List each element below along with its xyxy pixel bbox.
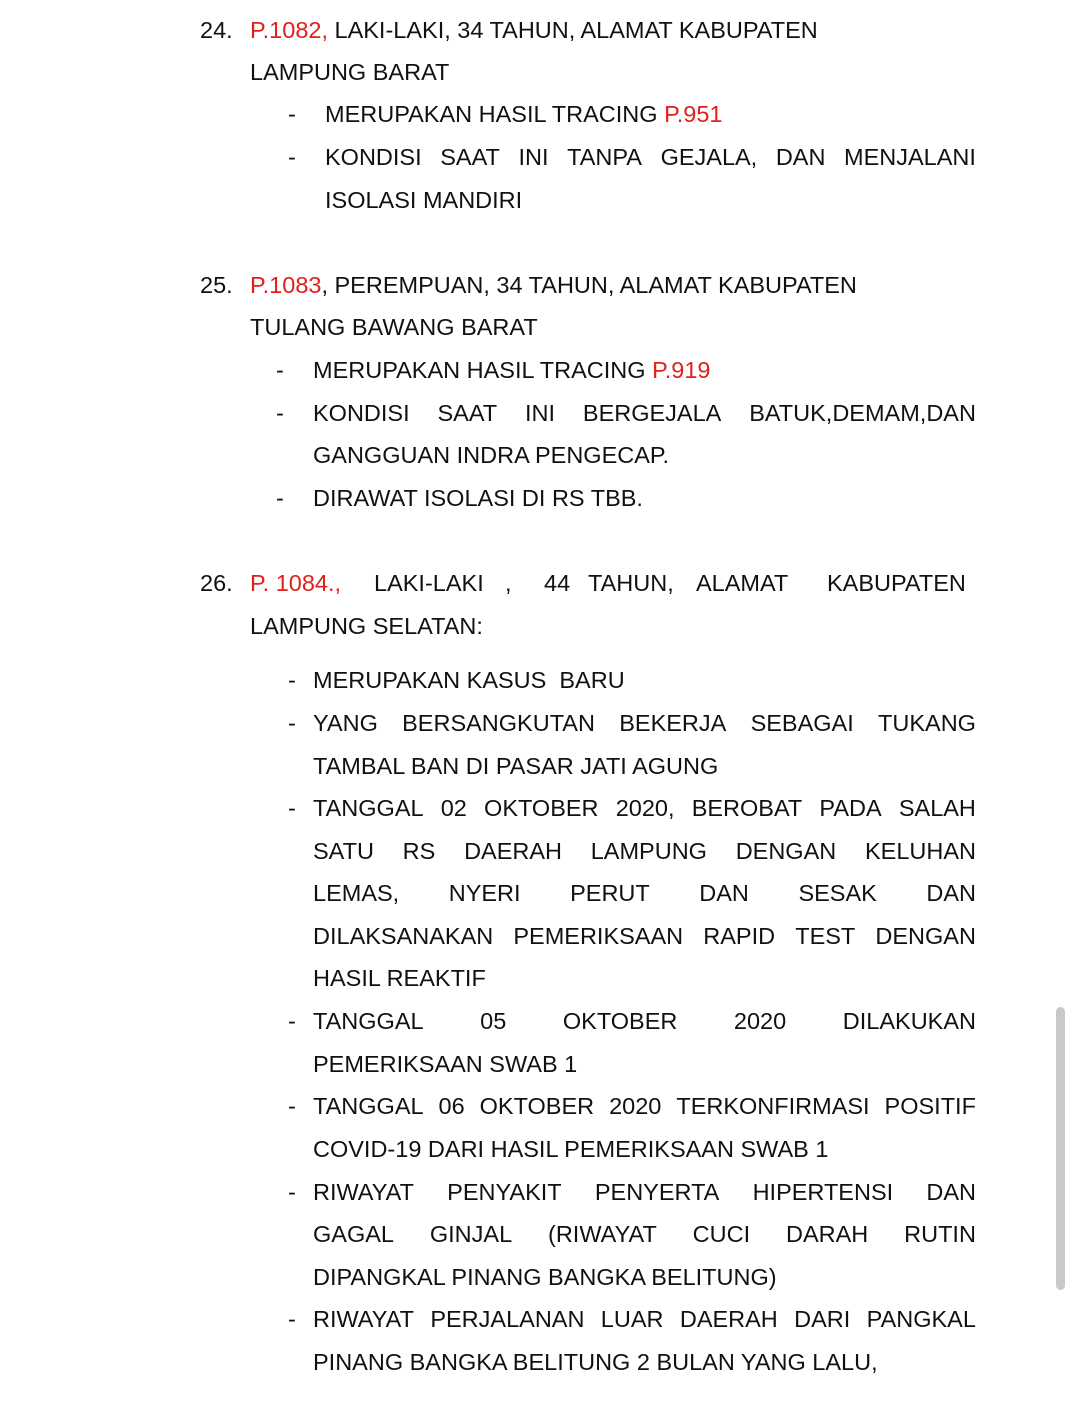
bullet-dash: - bbox=[288, 1306, 296, 1332]
bullet-text: DIRAWAT ISOLASI DI RS TBB. bbox=[313, 485, 643, 511]
heading-word: ALAMAT bbox=[696, 570, 789, 596]
word: OKTOBER bbox=[484, 795, 599, 821]
patient-code bbox=[250, 568, 341, 598]
bullet-text-justified bbox=[313, 1006, 976, 1036]
word: TANPA bbox=[567, 144, 642, 170]
word: CUCI bbox=[692, 1221, 751, 1247]
word: PANGKAL bbox=[866, 1306, 976, 1332]
word: RIWAYAT bbox=[313, 1179, 414, 1205]
bullet-text-line3: DIPANGKAL PINANG BANGKA BELITUNG) bbox=[313, 1264, 777, 1290]
word: PADA bbox=[819, 795, 882, 821]
word: GAGAL bbox=[313, 1221, 394, 1247]
bullet-dash: - bbox=[288, 667, 296, 693]
word: POSITIF bbox=[884, 1093, 976, 1119]
bullet-text-justified bbox=[313, 921, 976, 951]
word: (RIWAYAT bbox=[548, 1221, 657, 1247]
bullet-text-line2: PEMERIKSAAN SWAB 1 bbox=[313, 1051, 578, 1077]
bullet-dash: - bbox=[276, 400, 284, 426]
word: DAN bbox=[699, 880, 749, 906]
bullet-text-justified bbox=[313, 793, 976, 823]
word: DILAKUKAN bbox=[842, 1008, 976, 1034]
word: 02 bbox=[440, 795, 467, 821]
word: TANGGAL bbox=[313, 795, 424, 821]
bullet-text-line2: PINANG BANGKA BELITUNG 2 BULAN YANG LALU, bbox=[313, 1349, 878, 1375]
word: LEMAS, bbox=[313, 880, 400, 906]
word: BEROBAT bbox=[691, 795, 803, 821]
heading-word: 44 bbox=[544, 570, 571, 596]
word: SAAT bbox=[440, 144, 500, 170]
entry-heading-line2: TULANG BAWANG BARAT bbox=[250, 314, 538, 340]
bullet-text-justified bbox=[313, 1219, 976, 1249]
word: DENGAN bbox=[875, 923, 976, 949]
word: TEST bbox=[795, 923, 856, 949]
bullet-text-main: MERUPAKAN HASIL TRACING bbox=[313, 357, 653, 383]
word: INI bbox=[518, 144, 549, 170]
word: BATUK,DEMAM,DAN bbox=[749, 400, 976, 426]
tracing-ref: P.919 bbox=[652, 357, 711, 383]
bullet-dash: - bbox=[288, 1008, 296, 1034]
word: KONDISI bbox=[313, 400, 410, 426]
bullet-dash: - bbox=[276, 485, 284, 511]
word: SATU bbox=[313, 838, 374, 864]
bullet-dash: - bbox=[288, 1179, 296, 1205]
bullet-dash: - bbox=[276, 357, 284, 383]
word: PENYERTA bbox=[594, 1179, 720, 1205]
word: BERGEJALA bbox=[582, 400, 722, 426]
word: TUKANG bbox=[878, 710, 976, 736]
bullet-text-justified bbox=[313, 878, 976, 908]
bullet-text-main: MERUPAKAN HASIL TRACING bbox=[325, 101, 665, 127]
entry-heading-text: LAKI-LAKI, 34 TAHUN, ALAMAT KABUPATEN bbox=[327, 17, 818, 43]
word: PEMERIKSAAN bbox=[513, 923, 684, 949]
word: RIWAYAT bbox=[313, 1306, 414, 1332]
bullet-text-line2: TAMBAL BAN DI PASAR JATI AGUNG bbox=[313, 753, 719, 779]
entry-heading-line2: LAMPUNG SELATAN: bbox=[250, 613, 483, 639]
word: SEBAGAI bbox=[750, 710, 854, 736]
word: NYERI bbox=[448, 880, 521, 906]
tracing-ref: P.951 bbox=[664, 101, 723, 127]
word: DAN bbox=[926, 880, 976, 906]
word: DARI bbox=[794, 1306, 851, 1332]
bullet-text bbox=[313, 355, 710, 385]
word: DARAH bbox=[786, 1221, 869, 1247]
bullet-text-justified bbox=[313, 1177, 976, 1207]
word: DAN bbox=[926, 1179, 976, 1205]
bullet-dash: - bbox=[288, 101, 296, 127]
word: BEKERJA bbox=[619, 710, 727, 736]
word: SESAK bbox=[798, 880, 877, 906]
word: TANGGAL bbox=[313, 1093, 424, 1119]
bullet-dash: - bbox=[288, 1093, 296, 1119]
bullet-text-line2: ISOLASI MANDIRI bbox=[325, 187, 523, 213]
heading-word: , bbox=[505, 570, 512, 596]
word: RAPID bbox=[703, 923, 776, 949]
word: YANG bbox=[313, 710, 378, 736]
word: HIPERTENSI bbox=[752, 1179, 894, 1205]
word: TERKONFIRMASI bbox=[676, 1093, 870, 1119]
entry-heading-line2: LAMPUNG BARAT bbox=[250, 59, 450, 85]
word: KONDISI bbox=[325, 144, 422, 170]
bullet-dash: - bbox=[288, 710, 296, 736]
word: RUTIN bbox=[904, 1221, 976, 1247]
heading-word: KABUPATEN bbox=[827, 570, 966, 596]
word: RS bbox=[402, 838, 436, 864]
word: 05 bbox=[480, 1008, 507, 1034]
heading-word: TAHUN, bbox=[588, 570, 674, 596]
bullet-text-justified bbox=[313, 708, 976, 738]
word: SAAT bbox=[437, 400, 498, 426]
word: 2020 bbox=[733, 1008, 787, 1034]
bullet-text-justified bbox=[313, 398, 976, 428]
entry-number: 24. bbox=[200, 17, 233, 43]
word: PERUT bbox=[570, 880, 650, 906]
word: KELUHAN bbox=[864, 838, 976, 864]
word: 2020, bbox=[615, 795, 675, 821]
scrollbar[interactable] bbox=[1056, 1007, 1065, 1290]
word: 06 bbox=[438, 1093, 465, 1119]
entry-number: 26. bbox=[200, 570, 233, 596]
entry-heading bbox=[250, 15, 818, 45]
word: OKTOBER bbox=[562, 1008, 678, 1034]
word: DILAKSANAKAN bbox=[313, 923, 494, 949]
word: LAMPUNG bbox=[590, 838, 707, 864]
entry-number: 25. bbox=[200, 272, 233, 298]
word: DAN bbox=[775, 144, 826, 170]
bullet-text-line5: HASIL REAKTIF bbox=[313, 965, 486, 991]
word: 2020 bbox=[609, 1093, 662, 1119]
word: MENJALANI bbox=[844, 144, 976, 170]
word: PENYAKIT bbox=[447, 1179, 562, 1205]
word: GINJAL bbox=[429, 1221, 513, 1247]
bullet-text-justified bbox=[325, 142, 976, 172]
bullet-text bbox=[325, 99, 722, 129]
patient-code: P.1083 bbox=[250, 272, 322, 298]
patient-code-text: P. 1084., bbox=[250, 570, 342, 596]
word: BERSANGKUTAN bbox=[402, 710, 595, 736]
entry-heading-text: , PEREMPUAN, 34 TAHUN, ALAMAT KABUPATEN bbox=[321, 272, 857, 298]
bullet-text-justified bbox=[313, 1304, 976, 1334]
word: TANGGAL bbox=[313, 1008, 424, 1034]
bullet-dash: - bbox=[288, 144, 296, 170]
bullet-text-line2: COVID-19 DARI HASIL PEMERIKSAAN SWAB 1 bbox=[313, 1136, 829, 1162]
bullet-text-line2: GANGGUAN INDRA PENGECAP. bbox=[313, 442, 670, 468]
word: OKTOBER bbox=[479, 1093, 595, 1119]
word: PERJALANAN bbox=[430, 1306, 585, 1332]
word: LUAR bbox=[600, 1306, 664, 1332]
bullet-text-justified bbox=[313, 1091, 976, 1121]
bullet-text-justified bbox=[313, 836, 976, 866]
heading-word: LAKI-LAKI bbox=[374, 570, 484, 596]
bullet-text: MERUPAKAN KASUS BARU bbox=[313, 667, 625, 693]
word: DENGAN bbox=[735, 838, 837, 864]
word: SALAH bbox=[898, 795, 976, 821]
word: INI bbox=[525, 400, 556, 426]
word: DAERAH bbox=[679, 1306, 778, 1332]
word: GEJALA, bbox=[660, 144, 758, 170]
entry-heading bbox=[250, 270, 857, 300]
patient-code: P.1082, bbox=[250, 17, 328, 43]
word: DAERAH bbox=[464, 838, 562, 864]
bullet-dash: - bbox=[288, 795, 296, 821]
